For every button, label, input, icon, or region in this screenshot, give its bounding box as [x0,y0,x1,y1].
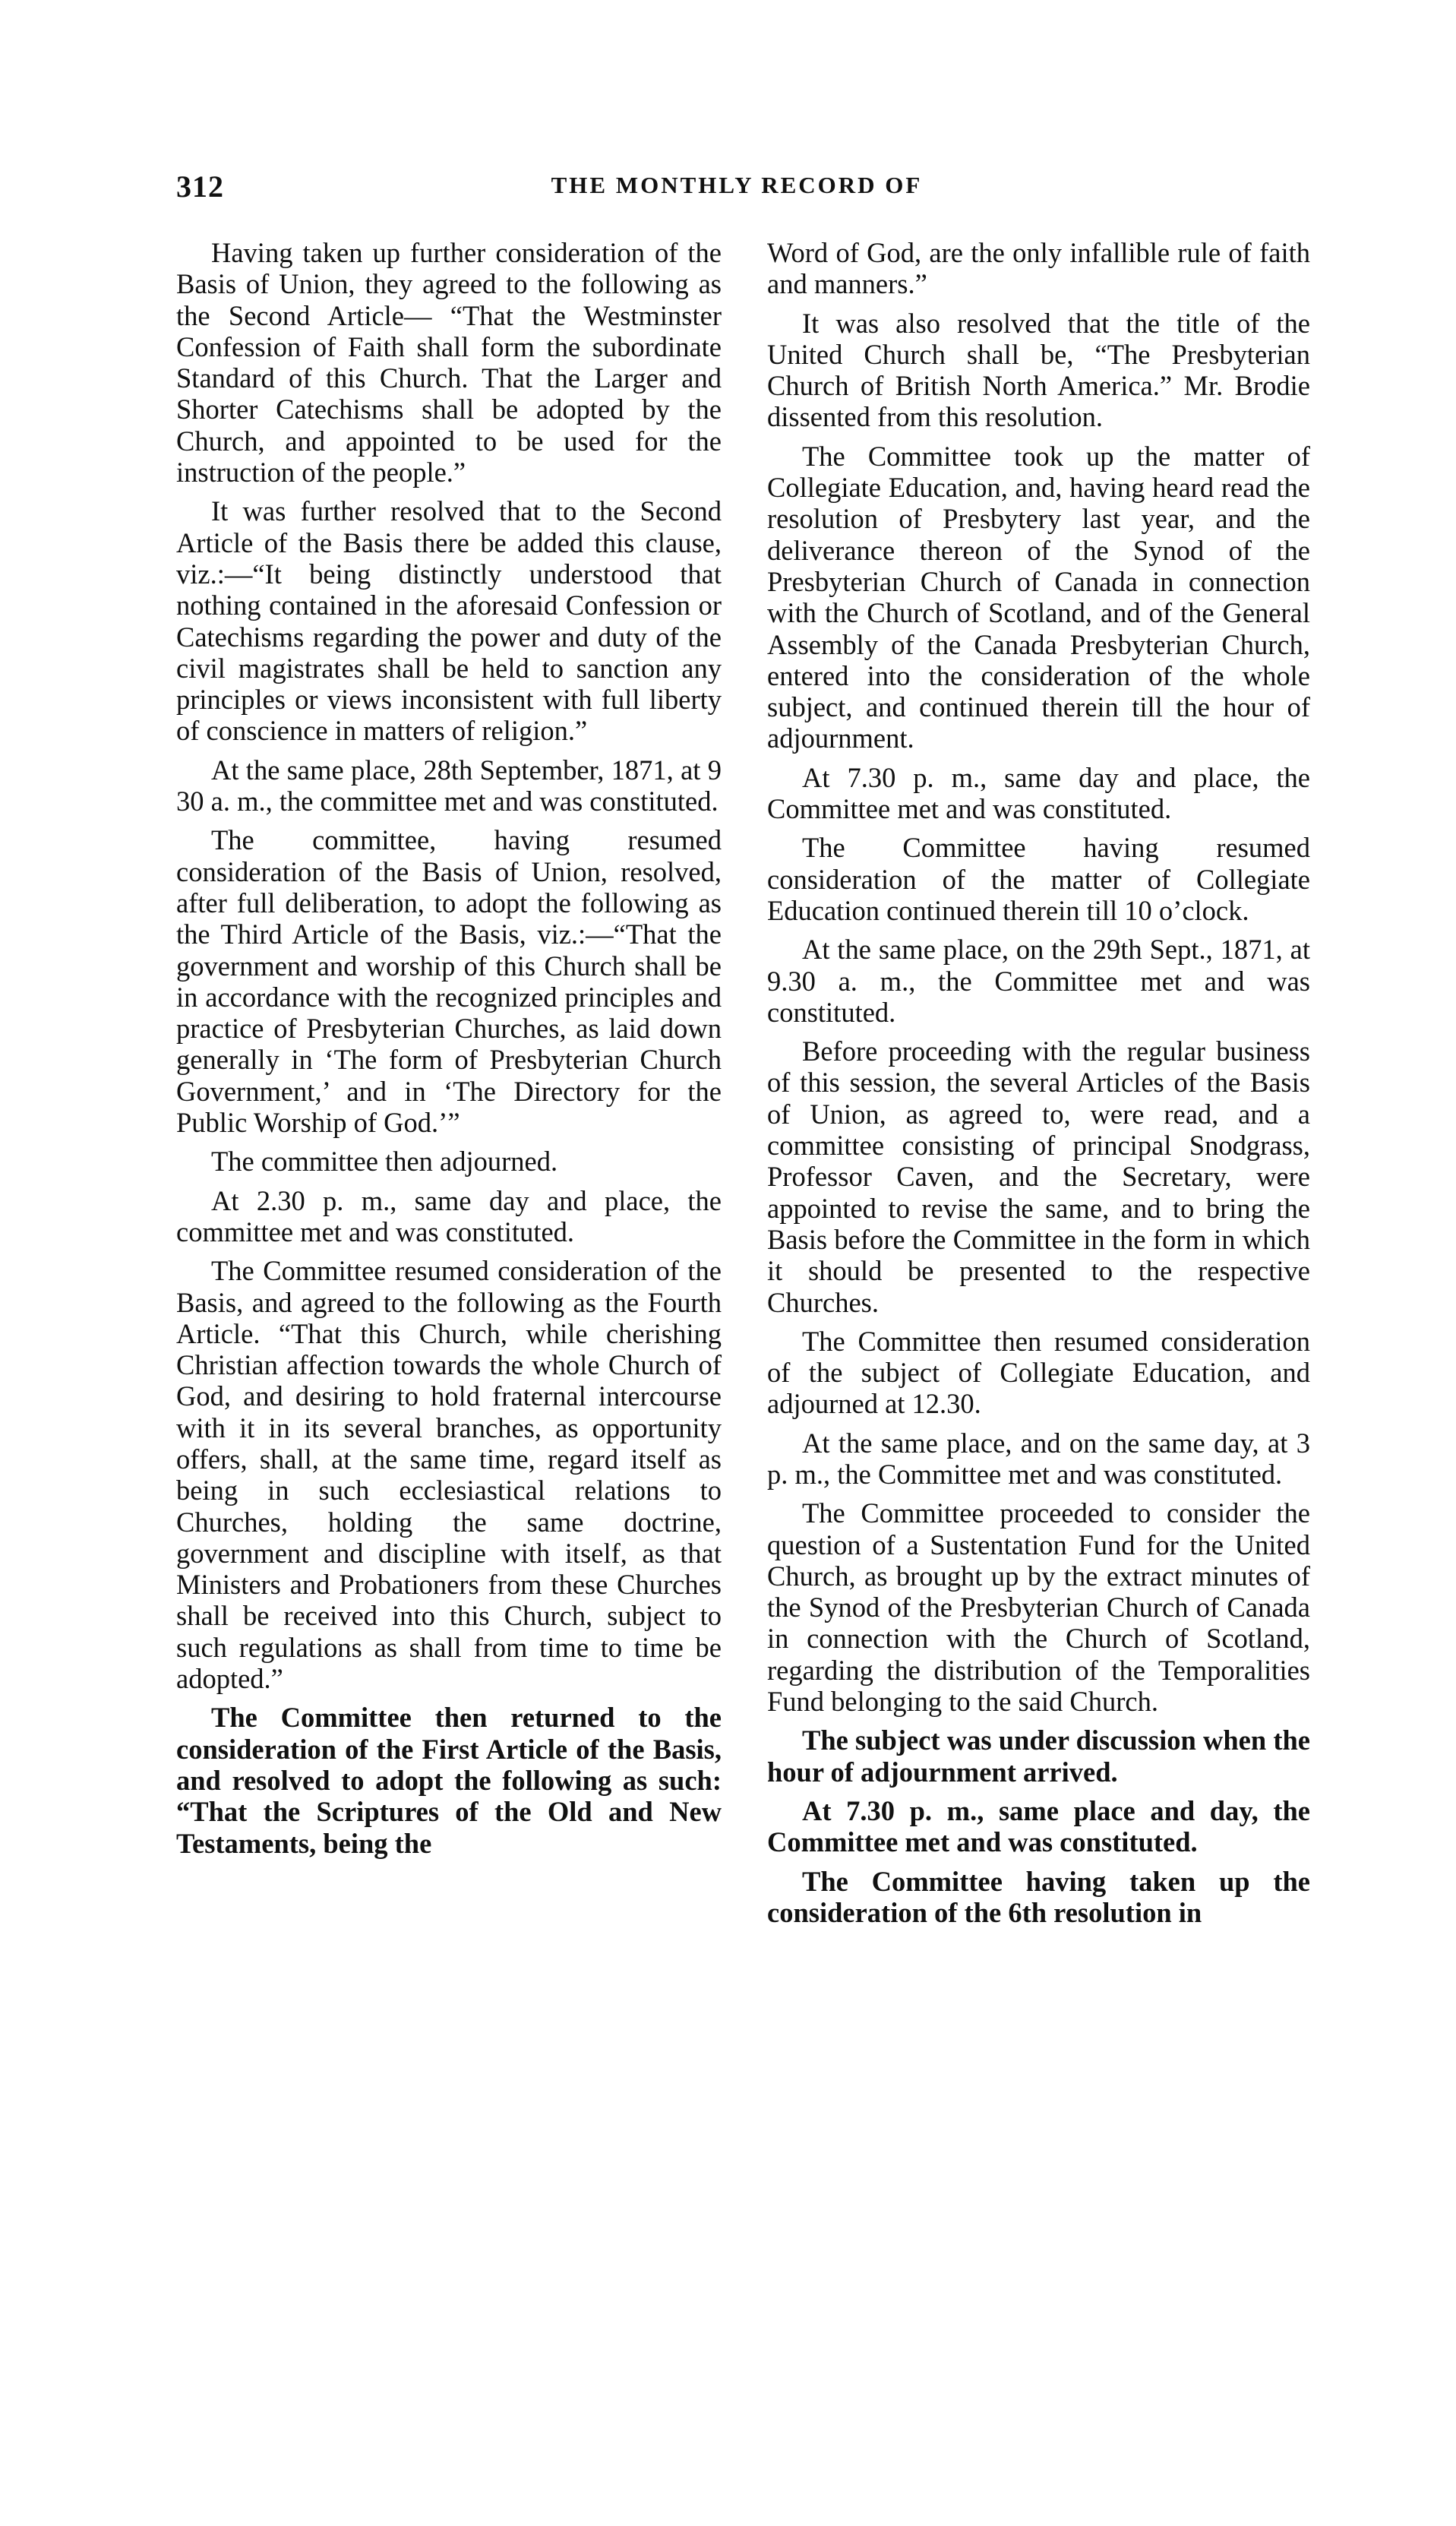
paragraph: At the same place, on the 29th Sept., 1871, at 9.30 a. m., the Committee met and was constituted. [767,934,1310,1028]
paragraph: The Committee having taken up the consideration of the 6th resolution in [767,1865,1310,1928]
paragraph: Word of God, are the only infallible rule of faith and manners.” [767,237,1310,300]
paragraph: It was also resolved that the title of the United Church shall be, “The Presbyterian Church of British North America.” Mr. Brodie dissented from this resolution. [767,307,1310,433]
paragraph: The Committee proceeded to consider the question of a Sustentation Fund for the United Church, as brought up by the extract minutes of the Synod of the Presbyterian Church of Canada in connection with the Church of Scotland, regarding the distribution of the Temporalities Fund belonging to the said Church. [767,1497,1310,1718]
paragraph: It was further resolved that to the Second Article of the Basis there be added this clause, viz.:—“It being distinctly understood that nothing contained in the aforesaid Confession or Catechisms regarding the power and duty of the civil magistrates shall be held to sanction any principles or views inconsistent with full liberty of conscience in matters of religion.” [176,495,722,747]
paragraph: At 7.30 p. m., same day and place, the Committee met and was constituted. [767,761,1310,825]
paragraph: The Committee then resumed consideration of the subject of Collegiate Education, and adjourned at 12.30. [767,1325,1310,1420]
paragraph: The committee, having resumed consideration of the Basis of Union, resolved, after full deliberation, to adopt the following as the Third Article of the Basis, viz.:—“That the government and worship of this Church shall be in accordance with the recognized principles and practice of Presbyterian Churches, as laid down generally in ‘The form of Presbyterian Church Government,’ and in ‘The Directory for the Public Worship of God.’” [176,824,722,1139]
page-number: 312 [176,169,224,204]
paragraph: Having taken up further consideration of the Basis of Union, they agreed to the following as the Second Article— “That the Westminster Confession of Faith shall form the subordinate Standard of this Church. That the Larger and Shorter Catechisms shall be adopted by the Church, and appointed to be used for the instruction of the people.” [176,237,722,488]
paragraph: The Committee then returned to the consideration of the First Article of the Basis, and resolved to adopt the following as such: “That the Scriptures of the Old and New Testaments, being the [176,1702,722,1859]
right-column [767,237,1310,1936]
paragraph: At 7.30 p. m., same place and day, the Committee met and was constituted. [767,1794,1310,1858]
paragraph: The Committee having resumed consideration of the matter of Collegiate Education continued therein till 10 o’clock. [767,832,1310,926]
paragraph: At the same place, and on the same day, at 3 p. m., the Committee met and was constituted. [767,1427,1310,1490]
paragraph: The Committee took up the matter of Collegiate Education, and, having heard read the resolution of Presbytery last year, and the deliverance thereon of the Synod of the Presbyterian Church of Canada in connection with the Church of Scotland, and of the General Assembly of the Canada Presbyterian Church, entered into the consideration of the whole subject, and continued therein till the hour of adjournment. [767,440,1310,754]
paragraph: The Committee resumed consideration of the Basis, and agreed to the following as the Fourth Article. “That this Church, while cherishing Christian affection towards the whole Church of God, and desiring to hold fraternal intercourse with it in its several branches, as opportunity offers, shall, at the same time, regard itself as being in such ecclesiastical relations to Churches, holding the same doctrine, government and discipline with itself, as that Ministers and Probationers from these Churches shall be received into this Church, subject to such regulations as shall from time to time be adopted.” [176,1255,722,1695]
paragraph: At 2.30 p. m., same day and place, the committee met and was constituted. [176,1184,722,1247]
paragraph: Before proceeding with the regular business of this session, the several Articles of the Basis of Union, as agreed to, were read, and a committee consisting of principal Snodgrass, Professor Caven, and the Secretary, were appointed to revise the same, and to bring the Basis before the Committee in the form in which it should be presented to the respective Churches. [767,1035,1310,1318]
page-header [176,169,1297,214]
paragraph: At the same place, 28th September, 1871, at 9 30 a. m., the committee met and was constituted. [176,754,722,817]
paragraph: The subject was under discussion when the hour of adjournment arrived. [767,1725,1310,1788]
left-column [176,237,722,1867]
paragraph: The committee then adjourned. [211,1146,558,1178]
running-head: THE MONTHLY RECORD OF [551,172,923,198]
